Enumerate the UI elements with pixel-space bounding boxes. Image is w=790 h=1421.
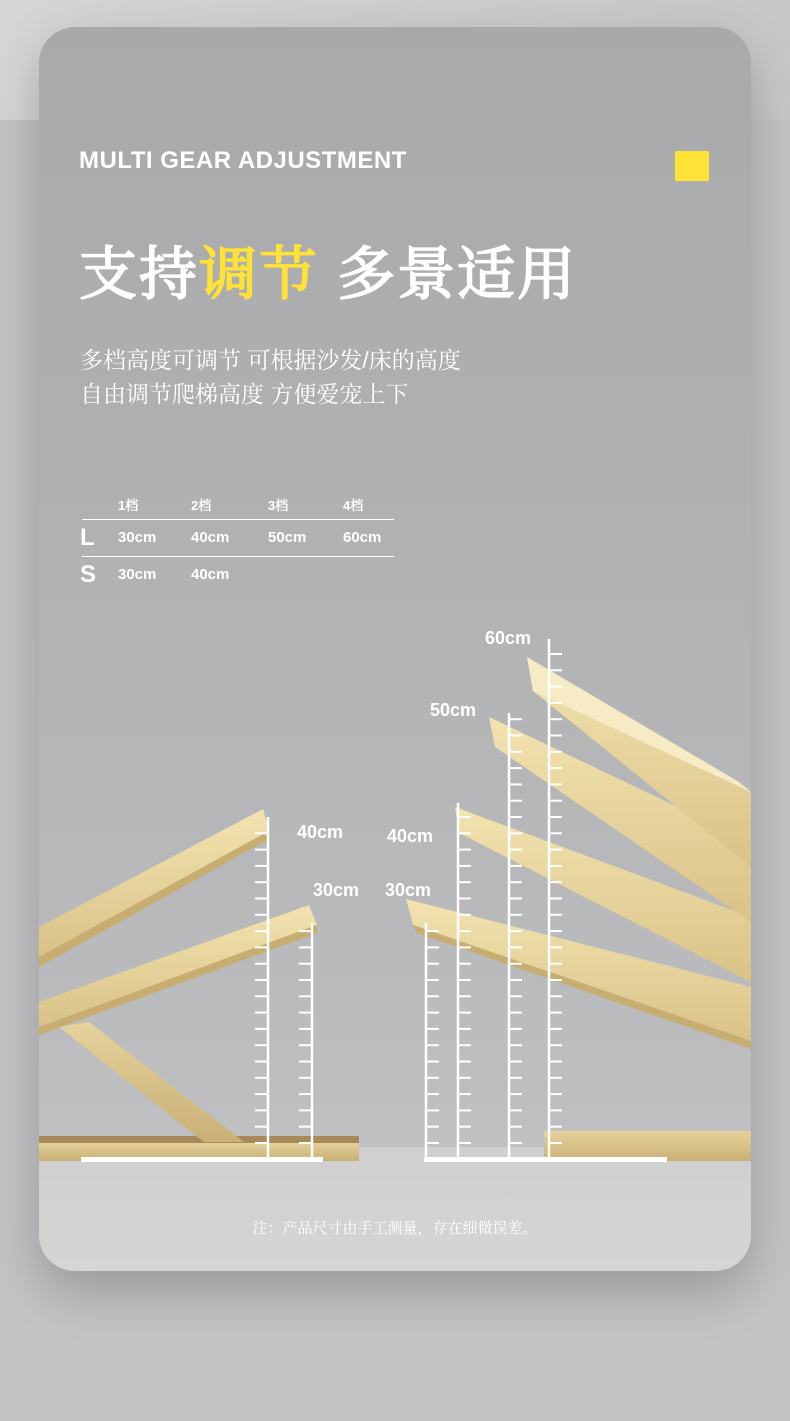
product-card [39,27,751,1271]
spec-cell: 30cm [118,566,157,583]
left-label-40: 40cm [297,822,344,842]
description-line-2: 自由调节爬梯高度 方便爱宠上下 [80,381,409,407]
right-baseline [424,1157,667,1162]
size-label-l: L [80,524,95,551]
page-title [79,227,577,311]
spec-header-row [80,493,394,519]
spec-row-l [80,520,394,556]
right-label-50: 50cm [430,700,477,720]
spec-cell: 40cm [191,566,230,583]
section-eyebrow: MULTI GEAR ADJUSTMENT [79,147,407,174]
title-part-2: 多景适用 [319,242,578,307]
spec-row-s [80,557,394,593]
left-baseline [81,1157,323,1162]
spec-table [80,493,394,593]
right-label-30: 30cm [385,880,432,900]
title-highlight: 调节 [199,242,320,307]
description-line-1: 多档高度可调节 可根据沙发/床的高度 [80,347,461,373]
gear-2-header: 2档 [191,498,212,513]
gear-4-header: 4档 [343,498,364,513]
right-label-40: 40cm [387,826,434,846]
left-label-30: 30cm [313,880,360,900]
measurement-footnote: 注：产品尺寸由手工测量，存在细微误差。 [252,1220,538,1237]
gear-1-header: 1档 [118,498,139,513]
accent-square [675,151,709,181]
right-label-60: 60cm [485,628,532,648]
size-label-s: S [80,561,97,588]
description [80,343,461,411]
title-part-1: 支持 [79,242,200,307]
ramp-height-illustration [39,27,751,1271]
spec-cell: 50cm [268,529,307,546]
spec-cell: 40cm [191,529,230,546]
spec-cell: 30cm [118,529,157,546]
spec-cell: 60cm [343,529,382,546]
gear-3-header: 3档 [268,498,289,513]
